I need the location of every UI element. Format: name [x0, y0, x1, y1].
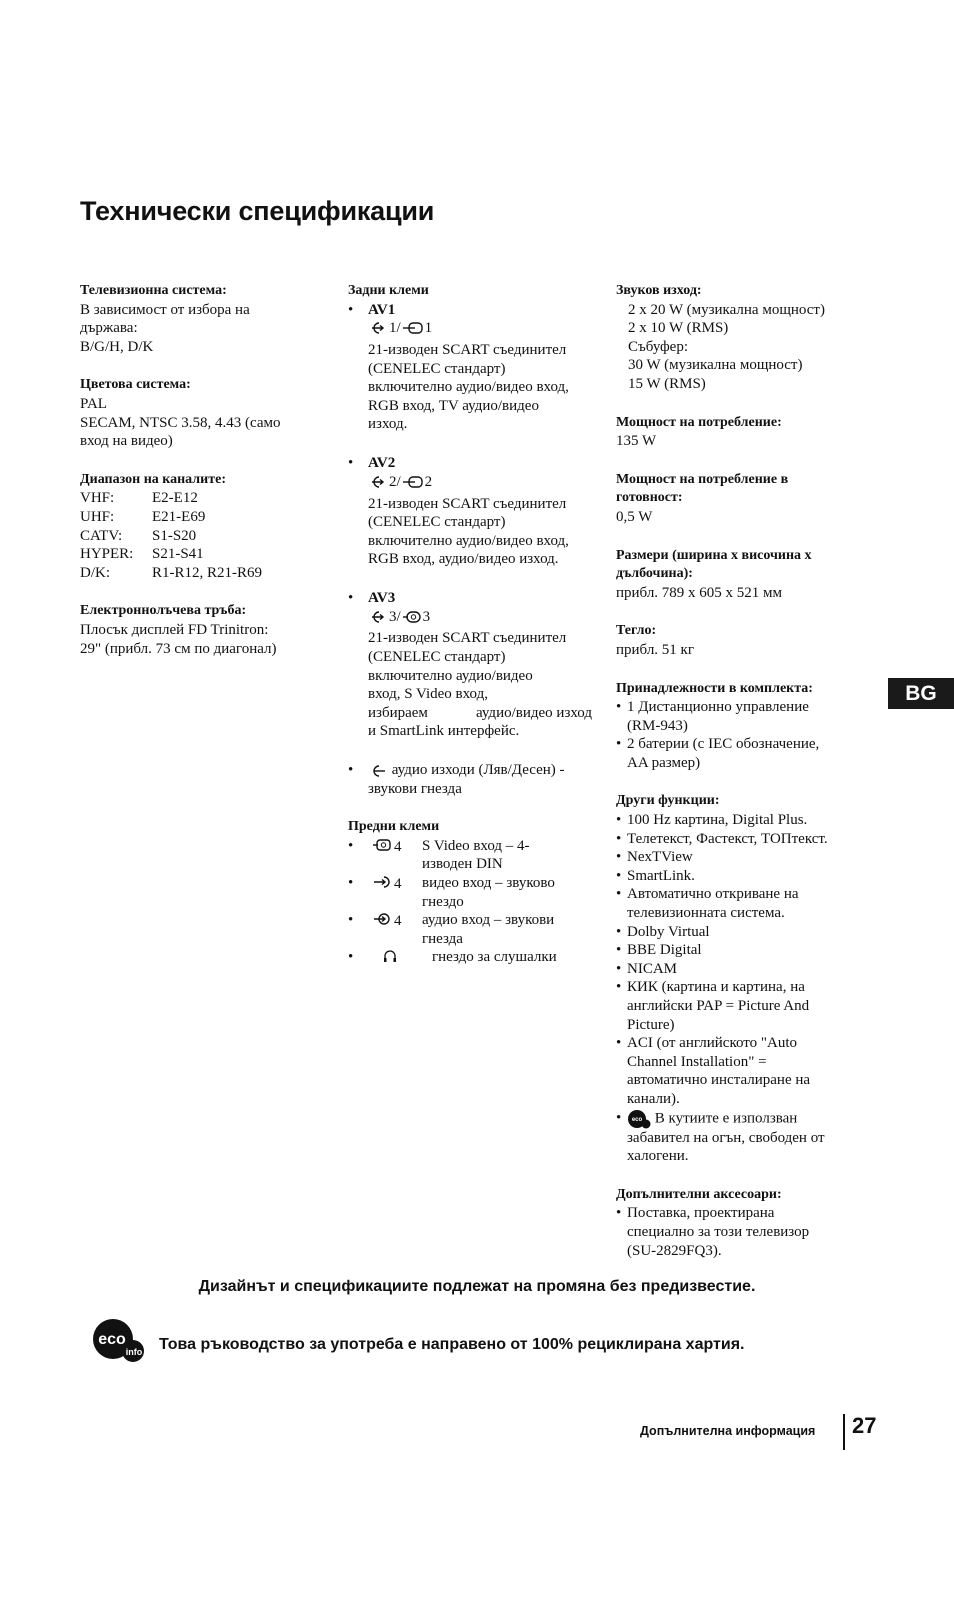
spec-accessories: [616, 680, 862, 773]
audio-in-icon: [372, 912, 392, 926]
bullet: •: [348, 455, 354, 472]
footer-section-label: Допълнителна информация: [640, 1424, 816, 1438]
spec-standby: [616, 471, 862, 527]
list-item: • Автоматично откриване на телевизионната система.: [616, 885, 862, 922]
channel-band: D/K:: [80, 564, 110, 581]
channel-band: UHF:: [80, 508, 115, 525]
spec-text-part: избираем: [368, 704, 428, 721]
svg-text:info: info: [125, 1347, 143, 1357]
list-item: • SmartLink.: [616, 867, 862, 886]
language-tab: BG: [888, 678, 954, 709]
spec-optional-accessories: [616, 1186, 862, 1260]
spec-channels: [80, 471, 312, 583]
list-item: • Dolby Virtual: [616, 923, 862, 942]
connector-number: 4: [394, 913, 402, 930]
list-item: • eco В кутиите е използван забавител на огън, свободен от халогени.: [616, 1109, 862, 1166]
list-item: • NexTView: [616, 848, 862, 867]
channel-range: E2-E12: [152, 490, 198, 507]
av-name: AV2: [368, 455, 396, 472]
list-text: AA размер): [627, 754, 701, 771]
column-left: [80, 282, 312, 678]
spec-text: включително аудио/видео вход,: [368, 532, 569, 549]
spec-text: 135 W: [616, 433, 657, 450]
list-text: забавител на огън, свободен от: [627, 1129, 825, 1146]
channel-row: [80, 545, 312, 564]
spec-dimensions: [616, 547, 862, 603]
list-text: КИК (картина и картина, на: [627, 979, 805, 996]
spec-heading: Електроннолъчева тръба:: [80, 603, 247, 619]
list-item: • NICAM: [616, 960, 862, 979]
change-notice: Дизайнът и спецификациите подлежат на промяна без предизвестие.: [198, 1278, 756, 1295]
connector-number: 2/: [389, 473, 401, 490]
scart-out-icon: [402, 475, 424, 489]
spec-text: и SmartLink интерфейс.: [368, 723, 520, 740]
av3-block: [348, 589, 592, 741]
recycled-paper-notice: Това ръководство за употреба е направено от 100% рециклирана хартия.: [159, 1336, 745, 1353]
spec-text: [368, 704, 592, 723]
list-item: • Телетекст, Фастекст, ТОПтекст.: [616, 830, 862, 849]
spec-heading: готовност:: [616, 490, 683, 506]
scart-in-icon: [368, 475, 388, 489]
eco-info-logo-icon: [92, 1318, 148, 1364]
spec-heading: Други функции:: [616, 793, 720, 809]
list-item: • 2 батерии (с IEC обозначение, AA размер): [616, 735, 862, 772]
scart-out-icon: [402, 321, 424, 335]
spec-text: (CENELEC стандарт): [368, 648, 506, 665]
list-text: Поставка, проектирана: [627, 1205, 775, 1222]
spec-text: 2 x 20 W (музикална мощност): [628, 301, 825, 318]
spec-text: PAL: [80, 395, 107, 412]
front-terminal-row: [348, 837, 592, 874]
spec-text: прибл. 789 x 605 x 521 мм: [616, 584, 783, 601]
spec-heading: Телевизионна система:: [80, 283, 227, 298]
channel-row: [80, 527, 312, 546]
connector-number: 1: [424, 320, 433, 337]
spec-heading: Допълнителни аксесоари:: [616, 1186, 782, 1202]
headphones-icon: [382, 949, 398, 963]
list-text: SmartLink.: [627, 867, 695, 884]
spec-text: вход, S Video вход,: [368, 686, 488, 703]
audio-out-block: [348, 761, 592, 798]
spec-text-part: аудио/видео изход: [475, 704, 592, 721]
spec-text: Плосък дисплей FD Trinitron:: [80, 621, 269, 638]
svg-text:eco: eco: [98, 1331, 126, 1348]
audio-out-icon: [368, 764, 388, 778]
list-item: • ACI (от английското "Auto Channel Installation" = автоматично инсталиране на канали).: [616, 1034, 862, 1108]
spec-tv-system: [80, 282, 312, 356]
spec-text: RGB вход, TV аудио/видео: [368, 397, 539, 414]
connector-number: 3: [422, 608, 431, 625]
list-text: В кутиите е използван: [654, 1110, 798, 1126]
bullet: •: [348, 761, 354, 778]
bullet: •: [348, 837, 354, 854]
list-text: английски PAP = Picture And: [627, 998, 810, 1014]
spec-text: (CENELEC стандарт): [368, 360, 506, 377]
column-right: [616, 282, 862, 1280]
spec-text: 29" (прибл. 73 см по диагонал): [80, 640, 277, 657]
av-name: AV1: [368, 301, 396, 318]
list-text: Dolby Virtual: [627, 923, 710, 940]
spec-text: прибл. 51 кг: [616, 641, 694, 658]
video-in-icon: [372, 875, 392, 889]
spec-heading: Предни клеми: [348, 819, 440, 835]
spec-text: държава:: [80, 320, 138, 337]
list-text: (SU-2829FQ3).: [627, 1242, 722, 1259]
page-number: 27: [852, 1413, 877, 1438]
bullet: •: [348, 949, 354, 966]
front-terminal-row: [348, 874, 592, 911]
channel-range: S1-S20: [152, 527, 197, 544]
list-text: 1 Дистанционно управление: [627, 699, 809, 716]
front-terminal-row: [348, 911, 592, 948]
spec-text: гнезда: [422, 930, 463, 947]
list-text: ACI (от английското "Auto: [627, 1035, 798, 1052]
list-item: • Поставка, проектирана специално за този телевизор (SU-2829FQ3).: [616, 1204, 862, 1260]
list-text: Телетекст, Фастекст, ТОПтекст.: [627, 830, 828, 847]
spec-text: (CENELEC стандарт): [368, 514, 506, 531]
bullet: •: [348, 874, 354, 891]
channel-row: [80, 489, 312, 508]
front-terminal-row: [348, 948, 592, 967]
list-item: • 100 Hz картина, Digital Plus.: [616, 811, 862, 830]
list-text: автоматично инсталиране на: [627, 1072, 811, 1089]
connector-number: 4: [394, 875, 402, 892]
spec-text: Събуфер:: [628, 338, 688, 355]
list-text: (RM-943): [627, 717, 688, 734]
spec-text: включително аудио/видео: [368, 667, 533, 684]
channel-band: VHF:: [80, 490, 115, 507]
svg-text:eco: eco: [631, 1116, 643, 1123]
av1-block: [348, 301, 592, 434]
scart-in-icon: [368, 321, 388, 335]
list-text: 2 батерии (с IEC обозначение,: [627, 736, 820, 753]
bullet: •: [348, 589, 354, 606]
list-text: 100 Hz картина, Digital Plus.: [627, 812, 808, 829]
scart-in-icon: [368, 610, 388, 624]
spec-text: 30 W (музикална мощност): [628, 357, 803, 374]
spec-text: вход на видео): [80, 433, 173, 450]
list-text: халогени.: [627, 1148, 689, 1165]
spec-text: аудио вход – звукови: [422, 912, 555, 929]
page-title: Технически спецификации: [80, 196, 435, 226]
channel-range: R1-R12, R21-R69: [152, 564, 263, 581]
list-text: специално за този телевизор: [627, 1223, 810, 1240]
list-item: • КИК (картина и картина, на английски PAP = Picture And Picture): [616, 978, 862, 1034]
list-text: NexTView: [627, 849, 693, 866]
channel-band: HYPER:: [80, 546, 134, 563]
list-text: BBE Digital: [627, 942, 702, 959]
spec-weight: [616, 622, 862, 659]
spec-text: 2 x 10 W (RMS): [628, 320, 729, 337]
spec-color-system: [80, 376, 312, 450]
av2-block: [348, 454, 592, 569]
spec-text: S Video вход – 4-: [422, 837, 530, 854]
channel-row: [80, 564, 312, 583]
spec-text: В зависимост от избора на: [80, 301, 250, 318]
spec-text: видео вход – звуково: [422, 874, 555, 891]
spec-text: SECAM, NTSC 3.58, 4.43 (само: [80, 414, 281, 431]
spec-tube: [80, 602, 312, 658]
list-text: NICAM: [627, 960, 678, 977]
spec-heading: Размери (ширина х височина х: [616, 547, 812, 563]
list-item: • 1 Дистанционно управление (RM-943): [616, 698, 862, 735]
list-text: Channel Installation" =: [627, 1053, 767, 1070]
spec-heading: Мощност на потребление в: [616, 471, 789, 487]
list-text: телевизионната система.: [627, 905, 785, 922]
spec-text: 0,5 W: [616, 508, 653, 525]
spec-text: аудио изходи (Ляв/Десен) -: [391, 761, 565, 778]
list-text: Автоматично откриване на: [627, 886, 799, 903]
spec-sound: [616, 282, 862, 394]
spec-heading: Мощност на потребление:: [616, 414, 782, 430]
spec-text: изход.: [368, 416, 408, 433]
bullet: •: [348, 912, 354, 929]
channel-range: S21-S41: [152, 546, 204, 563]
channel-row: [80, 508, 312, 527]
spec-text: звукови гнезда: [368, 780, 462, 797]
spec-heading: Диапазон на каналите:: [80, 471, 226, 487]
av-name: AV3: [368, 589, 396, 606]
svideo-icon: [402, 610, 422, 624]
spec-text: B/G/H, D/K: [80, 338, 154, 355]
spec-text: 21-изводен SCART съединител: [368, 495, 567, 512]
footer-divider: [843, 1414, 845, 1450]
bullet: •: [348, 301, 354, 318]
eco-info-icon: [627, 1109, 651, 1129]
spec-text: гнездо: [422, 893, 464, 910]
spec-text: изводен DIN: [422, 856, 503, 873]
spec-text: 15 W (RMS): [628, 375, 706, 392]
connector-number: 1/: [389, 320, 401, 337]
spec-features: [616, 792, 862, 1165]
spec-text: 21-изводен SCART съединител: [368, 630, 567, 647]
spec-heading: дълбочина):: [616, 566, 693, 582]
connector-number: 4: [394, 838, 402, 855]
spec-text: 21-изводен SCART съединител: [368, 342, 567, 359]
spec-power: [616, 414, 862, 451]
spec-text: гнездо за слушалки: [432, 949, 557, 966]
spec-heading: Принадлежности в комплекта:: [616, 680, 813, 696]
spec-heading: Звуков изход:: [616, 283, 702, 298]
list-text: канали).: [627, 1090, 680, 1107]
svideo-icon: [372, 838, 392, 852]
list-text: Picture): [627, 1016, 675, 1033]
spec-text: включително аудио/видео вход,: [368, 379, 569, 396]
connector-number: 3/: [389, 608, 401, 625]
spec-heading: Цветова система:: [80, 377, 191, 393]
spec-heading: Тегло:: [616, 623, 657, 639]
spec-text: RGB вход, аудио/видео изход.: [368, 551, 559, 568]
list-item: • BBE Digital: [616, 941, 862, 960]
channel-range: E21-E69: [152, 508, 206, 525]
connector-number: 2: [424, 473, 433, 490]
channel-band: CATV:: [80, 527, 123, 544]
column-middle: [348, 282, 592, 967]
spec-heading: Задни клеми: [348, 283, 429, 298]
